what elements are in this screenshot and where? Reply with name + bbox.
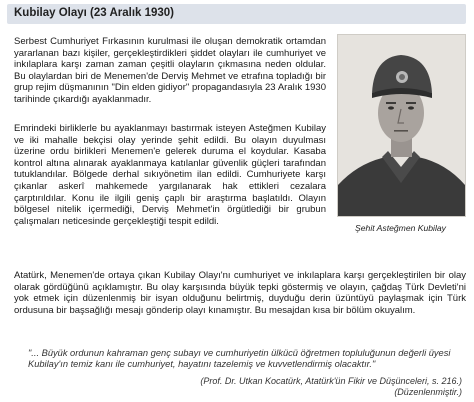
source-citation: (Prof. Dr. Utkan Kocatürk, Atatürk'ün Fikir ve Düşünceleri, s. 216.) — [200, 376, 462, 386]
paragraph-3: Atatürk, Menemen'de ortaya çıkan Kubilay Olayı'nı cumhuriyet ve inkılaplara karşı gerçekleştirilen bir olay olarak gördüğünü açıklamıştır. Bu olay karşısında büyük tepki göstermiş ve olayın, çağdaş Türk Devleti'ni yok etmek için düzenlenmiş bir isyan olduğunu belirtmiş, duyduğu derin üzüntüyü paylaşmak için Türk ordusuna bir başsağlığı mesajı gönderip olayı kınamıştır. Bu mesajdan kısa bir bölüm okuyalım. — [14, 270, 466, 316]
photo-caption: Şehit Asteğmen Kubilay — [355, 223, 446, 233]
paragraph-2: Emrindeki birliklerle bu ayaklanmayı bastırmak isteyen Asteğmen Kubilay ve iki mahalle bekçisi olay yerinde şehit edildi. Bu olayın duyulması üzerine ordu birlikleri Menemen'e gelerek duruma el koydular. Kasaba kontrol altına alınarak ayaklanmaya katılanlar güvenlik güçleri tarafından tutuklandılar. Bölgede derhal sıkıyönetim ilan edildi. Cumhuriyete karşı çıkanlar askerî mahkemede yargılanarak hak ettikleri cezalara çarptırıldılar. Konu ile ilgili geniş çaplı bir araştırma başlatıldı. Olayın bölgesel nitelik içermediği, Derviş Mehmet'in örgütlediği bir grubun çalışmaları neticesinde gerçekleştiği tespit edildi. — [14, 123, 326, 227]
source-note: (Düzenlenmiştir.) — [394, 387, 462, 397]
paragraph-1: Serbest Cumhuriyet Fırkasının kurulmasi ile oluşan demokratik ortamdan yararlanan bazı kişiler, gerçekleştirdikleri şiddet olayları ile cumhuriyet ve inkılaplara karşı zaman zaman çeşitli olayların çıkmasına neden oldular. Bu olaylardan biri de Menemen'de Derviş Mehmet ve etrafına topladığı bir grup rejim düşmanının "Din elden gidiyor" propagandasıyla 23 Aralık 1930 tarihinde çıkardığı ayaklanmadır. — [14, 36, 326, 105]
portrait-photo — [337, 34, 466, 217]
quote-text: "... Büyük ordunun kahraman genç subayı ve cumhuriyetin ülkücü öğretmen topluluğunun değerli üyesi Kubilay'ın temiz kanı ile cumhuriyet, hayatını tazelemiş ve kuvvetlendirmiş olacaktır." — [28, 348, 451, 370]
quote-source — [22, 376, 462, 398]
portrait-image — [338, 35, 465, 216]
page-title: Kubilay Olayı (23 Aralık 1930) — [14, 7, 175, 19]
